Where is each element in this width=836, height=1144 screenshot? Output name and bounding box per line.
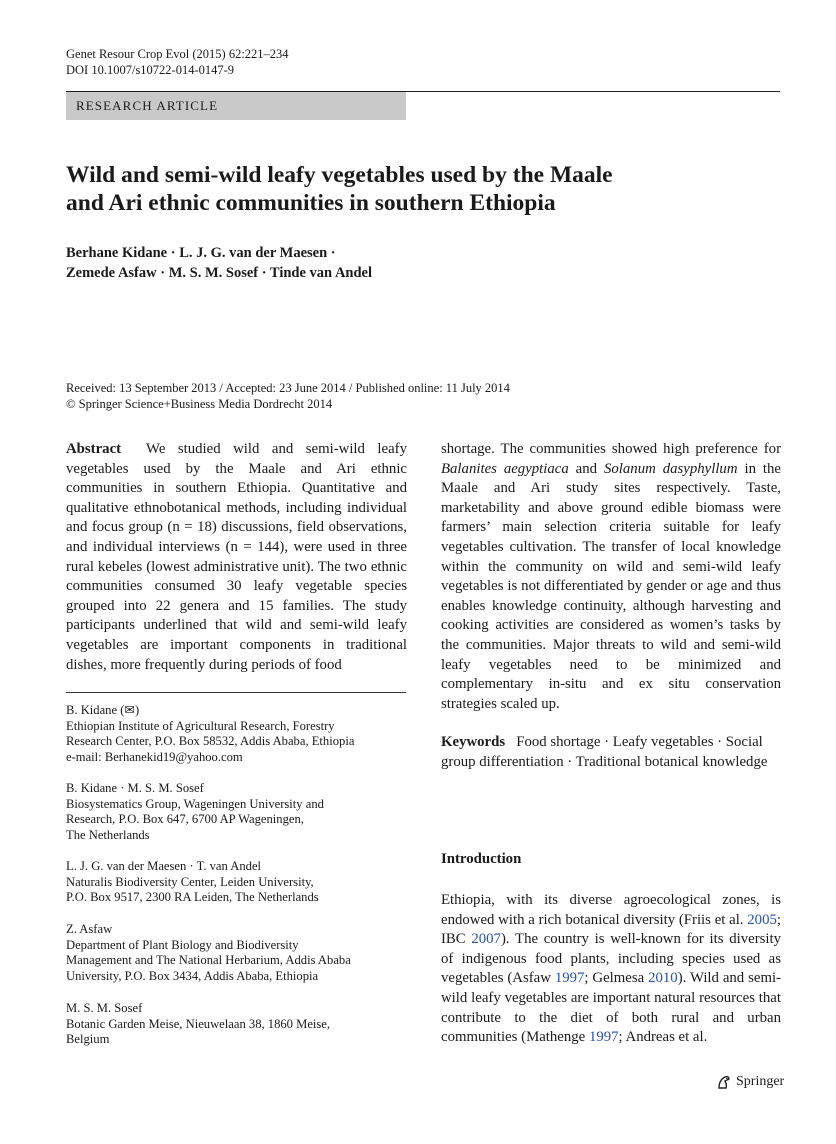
intro-text: Ethiopia, with its diverse agroecological zones, is endowed with a rich botanical diversity (Friis et al. xyxy=(441,892,781,928)
keywords-text: Food shortage · Leafy vegetables · Social group differentiation · Traditional botanical knowledge xyxy=(441,734,768,770)
intro-text: ; Andreas et al. xyxy=(618,1029,708,1046)
intro-text: ). Wild and semi-wild leafy vegetables are important natural resources that contribute to the diet of both rural and urban communities (Mathenge xyxy=(441,970,781,1046)
abstract-text: shortage. The communities showed high preference for xyxy=(441,441,781,457)
affiliation-author: Z. Asfaw xyxy=(66,922,113,936)
citation-link[interactable]: 1997 xyxy=(588,1029,619,1046)
journal-citation: Genet Resour Crop Evol (2015) 62:221–234 xyxy=(66,47,289,61)
affiliation-line: Ethiopian Institute of Agricultural Research, Forestry xyxy=(66,718,335,733)
affiliation-author: B. Kidane (✉) xyxy=(66,703,140,717)
keywords-label: Keywords xyxy=(441,734,506,750)
affiliation-line: P.O. Box 9517, 2300 RA Leiden, The Netherlands xyxy=(66,890,319,905)
affiliation-line: Research Center, P.O. Box 58532, Addis Ababa, Ethiopia xyxy=(66,734,355,749)
doi: DOI 10.1007/s10722-014-0147-9 xyxy=(66,63,235,77)
affiliation-author: B. Kidane · M. S. M. Sosef xyxy=(66,781,204,795)
abstract-text: in the Maale and Ari study sites respectively. Taste, marketability and above ground edible biomass were farmers’ main selection criteria suitable for leafy vegetables cultivation. The transfer of local knowledge within the community on wild and semi-wild leafy vegetables is not differentiated by gender or age and thus enables knowledge continuity, although harvesting and cooking activities are considered as women’s tasks by the communities. Major threats to wild and semi-wild leafy vegetables need to be minimized and complementary in-situ and ex situ conservation strategies scaled up. xyxy=(441,460,781,712)
affiliation-block xyxy=(66,703,406,765)
section-heading-introduction: Introduction xyxy=(441,851,522,867)
affiliation-line: Department of Plant Biology and Biodiversity xyxy=(66,937,299,952)
affiliation-email: e-mail: Berhanekid19@yahoo.com xyxy=(66,749,243,764)
authors-line: Berhane Kidane · L. J. G. van der Maesen · xyxy=(66,245,336,261)
intro-text: ; Gelmesa xyxy=(584,970,649,987)
introduction-text xyxy=(441,891,781,1048)
affiliation-author: L. J. G. van der Maesen · T. van Andel xyxy=(66,859,262,873)
affiliation-block xyxy=(66,1001,406,1048)
affiliation-block xyxy=(66,859,406,906)
title-line: Wild and semi-wild leafy vegetables used by the Maale xyxy=(66,162,613,188)
abstract-right xyxy=(441,440,781,714)
footnote-divider xyxy=(66,692,406,693)
abstract-text: We studied wild and semi-wild leafy vegetables used by the Maale and Ari ethnic communities in southern Ethiopia. Quantitative and qualitative ethnobotanical methods, including individual and focus group (n = 18) discussions, field observations, and individual interviews (n = 144), were used in three rural kebeles (lowest administrative unit). The two ethnic communities consumed 30 leafy vegetable species grouped into 22 genera and 15 families. The study participants underlined that wild and semi-wild leafy vegetables are important components in traditional dishes, more frequently during periods of food xyxy=(66,441,407,673)
citation-link[interactable]: 2010 xyxy=(648,970,678,987)
intro-text: ). The country is well-known for its diversity of indigenous food plants, including species used as vegetables (Asfaw xyxy=(441,931,781,987)
paper-title xyxy=(66,161,726,217)
springer-horse-icon xyxy=(716,1074,732,1090)
intro-text: ; IBC xyxy=(441,911,781,948)
authors-line: Zemede Asfaw · M. S. M. Sosef · Tinde van Andel xyxy=(66,265,373,281)
received-accepted-published: Received: 13 September 2013 / Accepted: 23 June 2014 / Published online: 11 July 2014 xyxy=(66,381,510,395)
affiliation-line: The Netherlands xyxy=(66,827,150,842)
affiliation-line: University, P.O. Box 3434, Addis Ababa, Ethiopia xyxy=(66,968,319,983)
citation-link[interactable]: 2007 xyxy=(471,931,501,948)
citation-link[interactable]: 1997 xyxy=(554,970,585,987)
affiliation-block xyxy=(66,781,406,843)
affiliation-line: Management and The National Herbarium, Addis Ababa xyxy=(66,953,351,968)
affiliation-line: Biosystematics Group, Wageningen University and xyxy=(66,796,324,811)
affiliation-line: Naturalis Biodiversity Center, Leiden University, xyxy=(66,874,314,889)
author-list xyxy=(66,243,626,283)
affiliation-author: M. S. M. Sosef xyxy=(66,1001,143,1015)
publication-dates xyxy=(66,380,666,412)
publisher-name: Springer xyxy=(736,1074,785,1089)
article-type-badge: RESEARCH ARTICLE xyxy=(66,92,406,120)
abstract-left xyxy=(66,440,407,675)
publisher-logo xyxy=(716,1073,784,1091)
affiliation-line: Botanic Garden Meise, Nieuwelaan 38, 1860 Meise, xyxy=(66,1016,331,1031)
affiliation-block xyxy=(66,922,406,984)
species-name: Solanum dasyphyllum xyxy=(604,460,738,477)
affiliation-line: Research, P.O. Box 647, 6700 AP Wageningen, xyxy=(66,812,304,827)
abstract-text: and xyxy=(568,460,604,477)
abstract-label: Abstract xyxy=(66,441,122,457)
keywords xyxy=(441,733,783,772)
title-line: and Ari ethnic communities in southern Ethiopia xyxy=(66,190,556,216)
citation-link[interactable]: 2005 xyxy=(747,911,777,928)
species-name: Balanites aegyptiaca xyxy=(441,460,569,477)
affiliation-line: Belgium xyxy=(66,1032,110,1047)
copyright: © Springer Science+Business Media Dordrecht 2014 xyxy=(66,397,333,411)
